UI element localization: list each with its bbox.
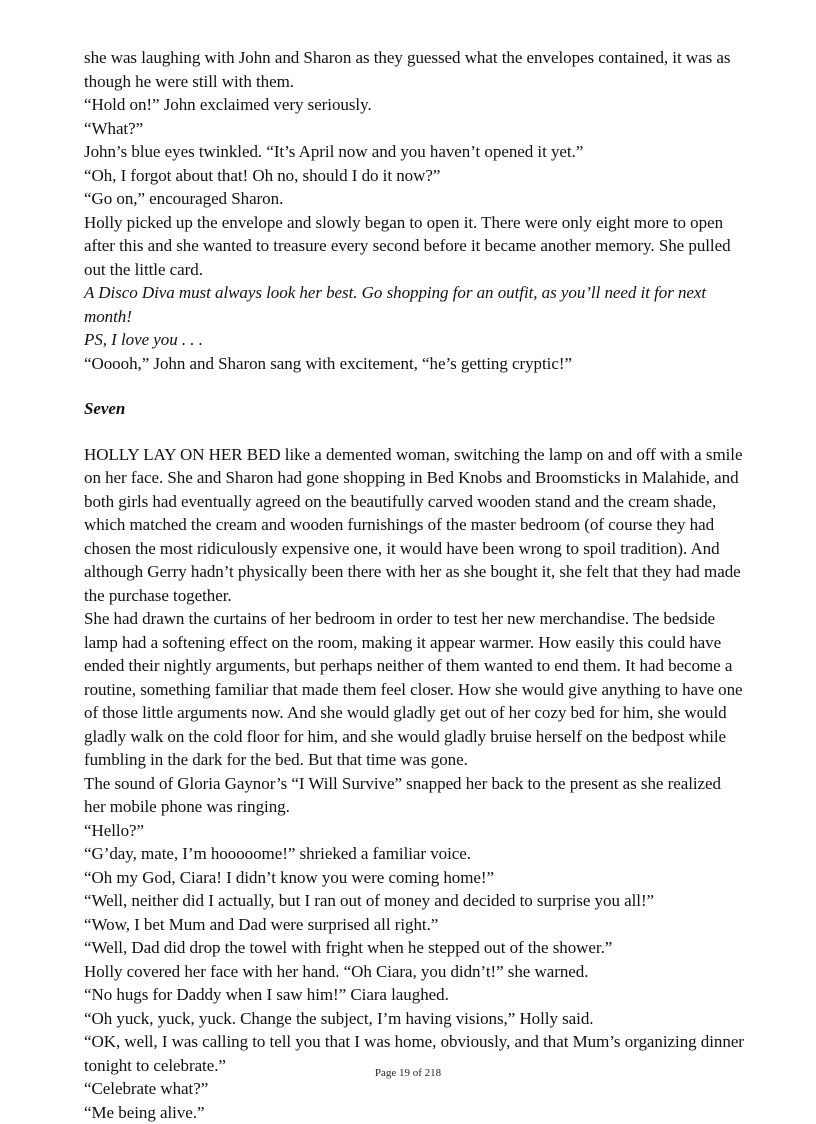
paragraph: “Well, Dad did drop the towel with fright when he stepped out of the shower.” [84,936,744,960]
paragraph: “Wow, I bet Mum and Dad were surprised all right.” [84,913,744,937]
paragraph: “Hold on!” John exclaimed very seriously. [84,93,744,117]
text-block-after-chapter [84,443,744,1124]
paragraph: She had drawn the curtains of her bedroom in order to test her new merchandise. The bedside lamp had a softening effect on the room, making it appear warmer. How easily this could have ended their nightly arguments, but perhaps neither of them wanted to end them. It had become a routine, something familiar that made them feel closer. How she would give anything to have one of those little arguments now. And she would gladly get out of her cozy bed for him, she would gladly walk on the cold floor for him, and she would gladly bruise herself on the bedpost while fumbling in the dark for the bed. But that time was gone. [84,607,744,772]
paragraph: “Me being alive.” [84,1101,744,1124]
paragraph: “No hugs for Daddy when I saw him!” Ciara laughed. [84,983,744,1007]
paragraph: “Oh yuck, yuck, yuck. Change the subject, I’m having visions,” Holly said. [84,1007,744,1031]
paragraph: “Oh my God, Ciara! I didn’t know you were coming home!” [84,866,744,890]
paragraph: PS, I love you . . . [84,328,744,352]
paragraph: “Hello?” [84,819,744,843]
paragraph: she was laughing with John and Sharon as they guessed what the envelopes contained, it was as though he were still with them. [84,46,744,93]
paragraph: Holly picked up the envelope and slowly began to open it. There were only eight more to open after this and she wanted to treasure every second before it became another memory. She pulled out the little card. [84,211,744,282]
paragraph: “Celebrate what?” [84,1077,744,1101]
paragraph: “Ooooh,” John and Sharon sang with excitement, “he’s getting cryptic!” [84,352,744,376]
page-number-footer: Page 19 of 218 [0,1067,816,1079]
paragraph: “Go on,” encouraged Sharon. [84,187,744,211]
paragraph: The sound of Gloria Gaynor’s “I Will Survive” snapped her back to the present as she realized her mobile phone was ringing. [84,772,744,819]
paragraph: “Oh, I forgot about that! Oh no, should I do it now?” [84,164,744,188]
paragraph: Holly covered her face with her hand. “Oh Ciara, you didn’t!” she warned. [84,960,744,984]
chapter-title: Seven [84,397,744,421]
paragraph: “G’day, mate, I’m hooooome!” shrieked a familiar voice. [84,842,744,866]
paragraph: HOLLY LAY ON HER BED like a demented woman, switching the lamp on and off with a smile on her face. She and Sharon had gone shopping in Bed Knobs and Broomsticks in Malahide, and both girls had eventually agreed on the beautifully carved wooden stand and the cream shade, which matched the cream and wooden furnishings of the master bedroom (of course they had chosen the most ridiculously expensive one, it would have been wrong to spoil tradition). And although Gerry hadn’t physically been there with her as she bought it, she felt that they had made the purchase together. [84,443,744,608]
text-block-before-chapter [84,46,744,375]
paragraph: “OK, well, I was calling to tell you that I was home, obviously, and that Mum’s organizing dinner tonight to celebrate.” [84,1030,744,1077]
paragraph: “What?” [84,117,744,141]
page-content [84,46,744,1124]
paragraph: A Disco Diva must always look her best. Go shopping for an outfit, as you’ll need it for next month! [84,281,744,328]
paragraph: “Well, neither did I actually, but I ran out of money and decided to surprise you all!” [84,889,744,913]
paragraph: John’s blue eyes twinkled. “It’s April now and you haven’t opened it yet.” [84,140,744,164]
